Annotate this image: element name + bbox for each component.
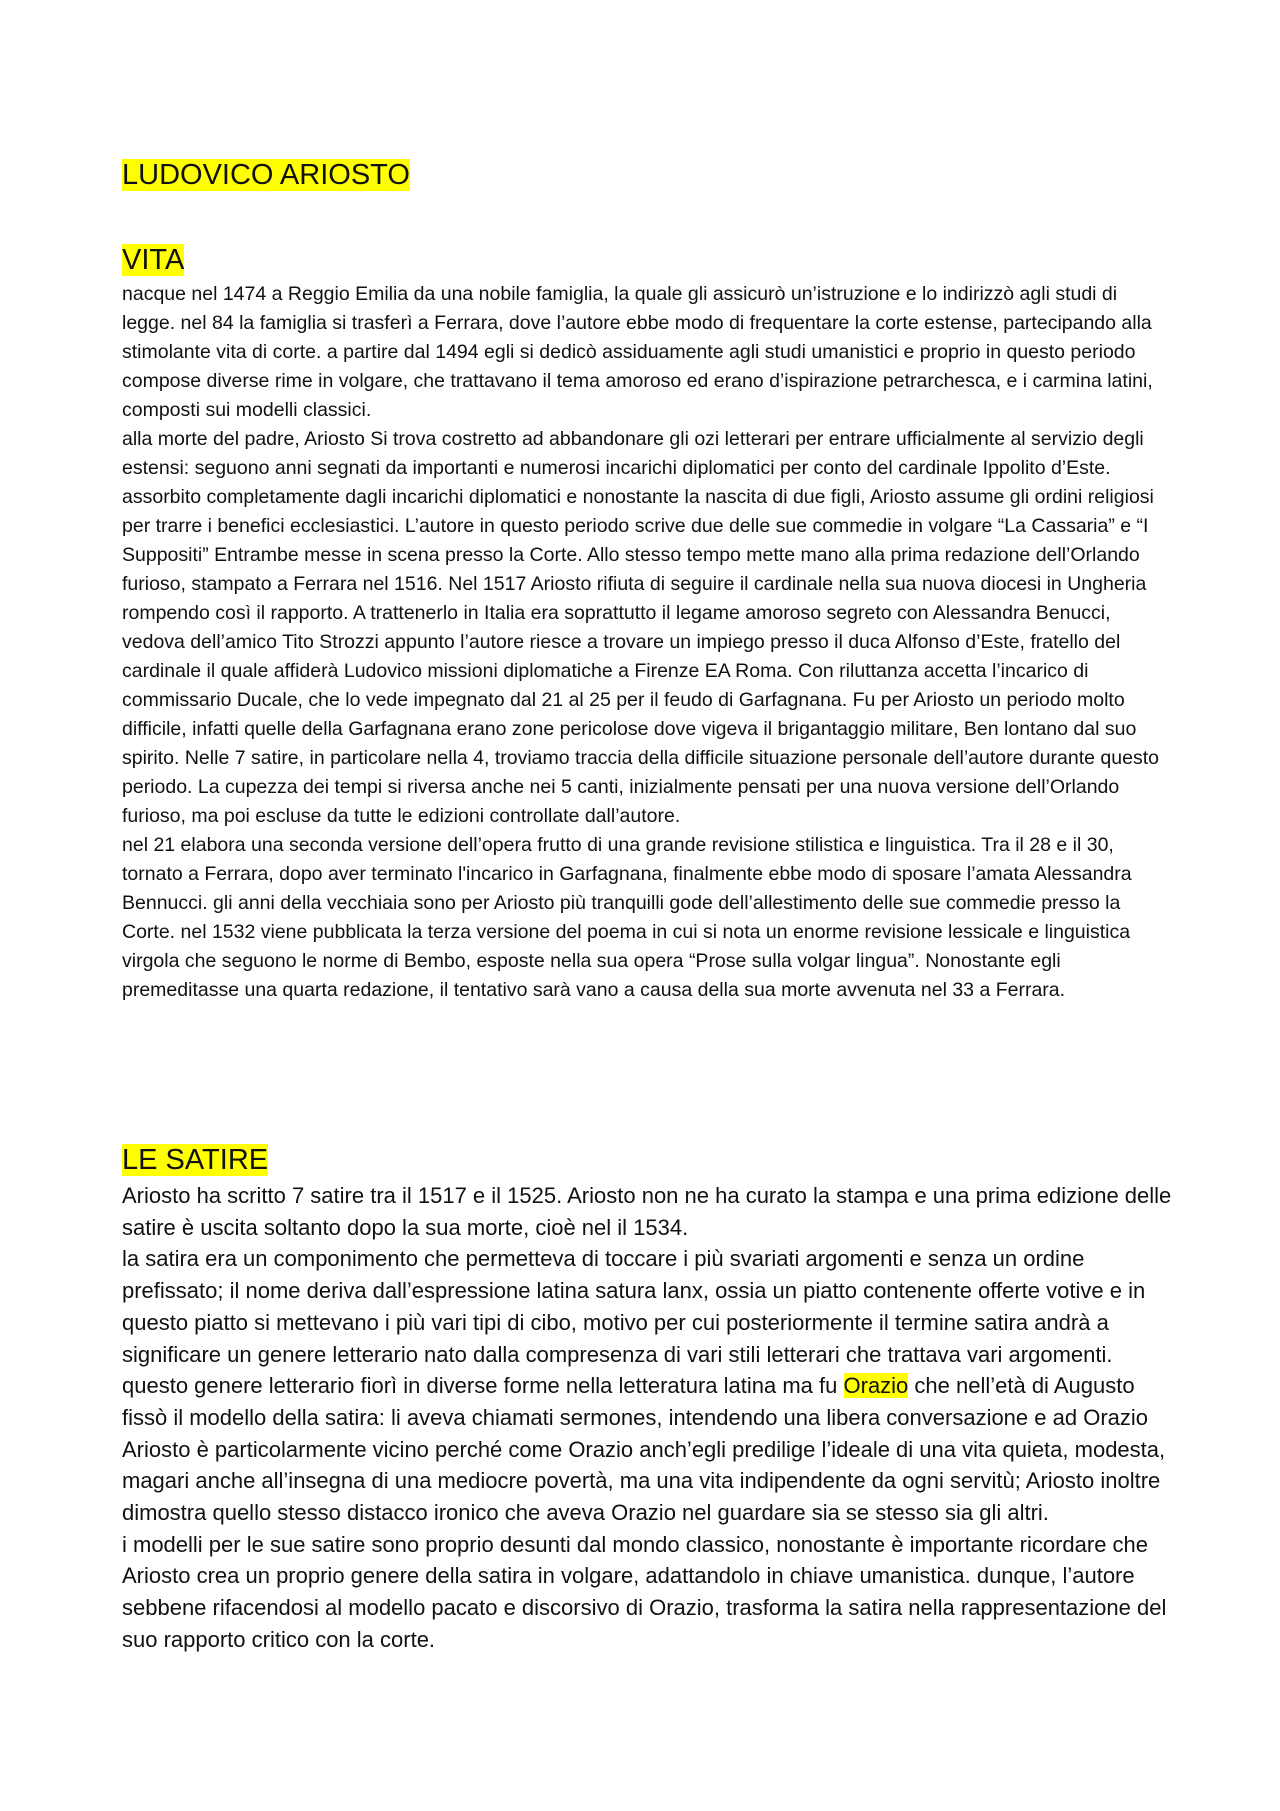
vita-paragraph-1: nacque nel 1474 a Reggio Emilia da una nobile famiglia, la quale gli assicurò un’istruzione e lo indirizzò agli studi di legge. nel 84 la famiglia si trasferì a Ferrara, dove l’autore ebbe modo di frequentare la corte estense, partecipando alla stimolante vita di corte. a partire dal 1494 egli si dedicò assiduamente agli studi umanistici e proprio in questo periodo compose diverse rime in volgare, che trattavano il tema amoroso ed erano d’ispirazione petrarchesca, e i carmina latini, composti sui modelli classici. <box>122 283 1153 421</box>
section-heading-satire-text: LE SATIRE <box>122 1144 269 1176</box>
highlighted-word-orazio: Orazio <box>843 1373 909 1399</box>
vita-paragraph-2: alla morte del padre, Ariosto Si trova costretto ad abbandonare gli ozi letterari per entrare ufficialmente al servizio degli estensi: seguono anni segnati da importanti e numerosi incarichi diplomatici per conto del cardinale Ippolito d’Este. assorbito completamente dagli incarichi diplomatici e nonostante la nascita di due figli, Ariosto assume gli ordini religiosi per trarre i benefici ecclesiastici. L’autore in questo periodo scrive due delle sue commedie in volgare “La Cassaria” e “I Suppositi” Entrambe messe in scena presso la Corte. Allo stesso tempo mette mano alla prima redazione dell’Orlando furioso, stampato a Ferrara nel 1516. Nel 1517 Ariosto rifiuta di seguire il cardinale nella sua nuova diocesi in Ungheria rompendo così il rapporto. A trattenerlo in Italia era soprattutto il legame amoroso segreto con Alessandra Benucci, vedova dell’amico Tito Strozzi appunto l’autore riesce a trovare un impiego presso il duca Alfonso d’Este, fratello del cardinale il quale affiderà Ludovico missioni diplomatiche a Firenze EA Roma. Con riluttanza accetta l’incarico di commissario Ducale, che lo vede impegnato dal 21 al 25 per il feudo di Garfagnana. Fu per Ariosto un periodo molto difficile, infatti quelle della Garfagnana erano zone pericolose dove vigeva il brigantaggio militare, Ben lontano dal suo spirito. Nelle 7 satire, in particolare nella 4, troviamo traccia della difficile situazione personale dell’autore durante questo periodo. La cupezza dei tempi si riversa anche nei 5 canti, inizialmente pensati per una nuova versione dell’Orlando furioso, ma poi escluse da tutte le edizioni controllate dall’autore. <box>122 428 1159 827</box>
section-body-satire <box>122 1180 1172 1656</box>
section-heading-vita <box>122 241 184 279</box>
section-heading-vita-text: VITA <box>122 244 185 276</box>
satire-paragraph-2-start: la satira era un componimento che permetteva di toccare i più svariati argomenti e senza un ordine prefissato; il nome deriva dall’espressione latina satura lanx, ossia un piatto contenente offerte votive e in questo piatto si mettevano i più vari tipi di cibo, motivo per cui posteriormente il termine satira andrà a significare un genere letterario nato dalla compresenza di vari stili letterari che trattava vari argomenti. questo genere letterario fiorì in diverse forme nella letteratura latina ma fu <box>122 1246 1146 1399</box>
document-title <box>122 156 410 194</box>
satire-paragraph-2-end: che nell’età di Augusto fissò il modello della satira: li aveva chiamati sermones, intendendo una libera conversazione e ad Orazio Ariosto è particolarmente vicino perché come Orazio anch’egli predilige l’ideale di una vita quieta, modesta, magari anche all’insegna di una mediocre povertà, ma una vita indipendente da ogni servitù; Ariosto inoltre dimostra quello stesso distacco ironico che aveva Orazio nel guardare sia se stesso sia gli altri. <box>122 1373 1166 1526</box>
section-heading-satire <box>122 1141 268 1179</box>
vita-paragraph-3: nel 21 elabora una seconda versione dell’opera frutto di una grande revisione stilistica e linguistica. Tra il 28 e il 30, tornato a Ferrara, dopo aver terminato l'incarico in Garfagnana, finalmente ebbe modo di sposare l’amata Alessandra Bennucci. gli anni della vecchiaia sono per Ariosto più tranquilli gode dell’allestimento delle sue commedie presso la Corte. nel 1532 viene pubblicata la terza versione del poema in cui si nota un enorme revisione lessicale e linguistica virgola che seguono le norme di Bembo, esposte nella sua opera “Prose sulla volgar lingua”. Nonostante egli premeditasse una quarta redazione, il tentativo sarà vano a causa della sua morte avvenuta nel 33 a Ferrara. <box>122 834 1132 1001</box>
section-body-vita <box>122 280 1172 1005</box>
satire-paragraph-2 <box>122 1243 1172 1528</box>
document-title-text: LUDOVICO ARIOSTO <box>122 159 410 191</box>
satire-paragraph-3: i modelli per le sue satire sono proprio desunti dal mondo classico, nonostante è importante ricordare che Ariosto crea un proprio genere della satira in volgare, adattandolo in chiave umanistica. dunque, l’autore sebbene rifacendosi al modello pacato e discorsivo di Orazio, trasforma la satira nella rappresentazione del suo rapporto critico con la corte. <box>122 1531 1167 1652</box>
satire-paragraph-1: Ariosto ha scritto 7 satire tra il 1517 e il 1525. Ariosto non ne ha curato la stampa e una prima edizione delle satire è uscita soltanto dopo la sua morte, cioè nel il 1534. <box>122 1183 1172 1240</box>
